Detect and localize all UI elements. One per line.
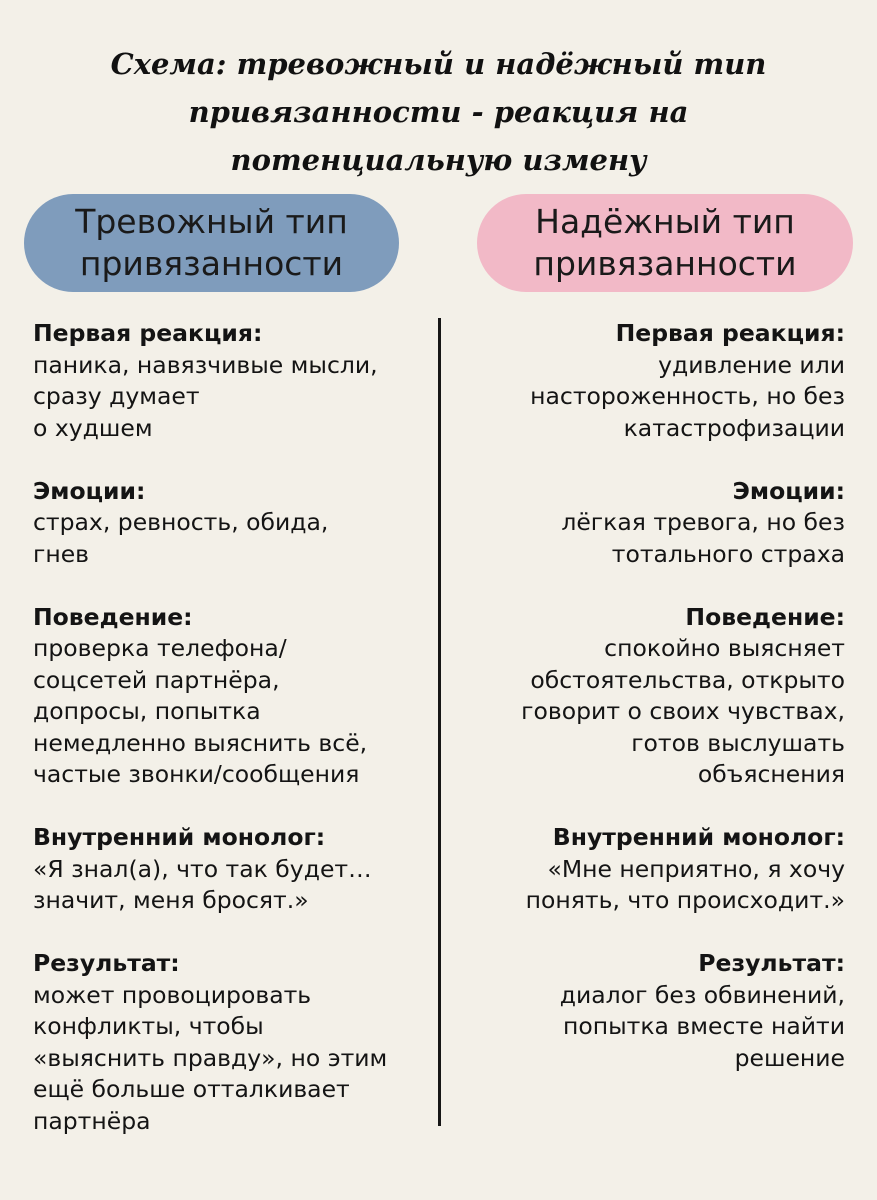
- section-heading: Первая реакция:: [615, 319, 845, 347]
- section-body: диалог без обвинений, попытка вместе найти решение: [559, 980, 845, 1072]
- section-body: может провоцировать конфликты, чтобы «выяснить правду», но этим ещё больше отталкивает партнёра: [33, 980, 388, 1135]
- secure-type-header-label: Надёжный тип привязанности: [533, 202, 797, 283]
- anxious-first-reaction: [33, 318, 428, 444]
- page-title: Схема: тревожный и надёжный тип привязанности - реакция на потенциальную измену: [110, 47, 767, 177]
- section-body: «Мне неприятно, я хочу понять, что происходит.»: [525, 854, 845, 914]
- section-heading: Результат:: [33, 949, 180, 977]
- section-heading: Эмоции:: [33, 476, 146, 505]
- section-heading: Поведение:: [33, 602, 193, 631]
- secure-inner-monologue: [448, 822, 845, 917]
- section-body: удивление или настороженность, но без катастрофизации: [530, 350, 845, 442]
- section-body: спокойно выясняет обстоятельства, открыто говорит о своих чувствах, готов выслушать объяснения: [521, 634, 845, 788]
- secure-behavior: [448, 602, 845, 791]
- section-body: «Я знал(а), что так будет… значит, меня бросят.»: [33, 854, 372, 914]
- anxious-emotions: [33, 476, 428, 571]
- section-heading: Результат:: [698, 949, 845, 977]
- section-body: страх, ревность, обида, гнев: [33, 508, 329, 568]
- anxious-type-header-label: Тревожный тип привязанности: [75, 202, 348, 283]
- anxious-type-header: [24, 194, 399, 292]
- section-heading: Внутренний монолог:: [552, 823, 845, 851]
- section-body: лёгкая тревога, но без тотального страха: [561, 508, 845, 568]
- section-body: паника, навязчивые мысли, сразу думает о худшем: [33, 350, 378, 442]
- anxious-result: [33, 948, 428, 1137]
- secure-type-column: [448, 318, 845, 1106]
- anxious-type-column: [33, 318, 428, 1169]
- secure-first-reaction: [448, 318, 845, 444]
- section-body: проверка телефона/ соцсетей партнёра, допросы, попытка немедленно выяснить всё, частые звонки/сообщения: [33, 634, 368, 788]
- section-heading: Поведение:: [685, 602, 845, 631]
- section-heading: Первая реакция:: [33, 319, 263, 347]
- anxious-inner-monologue: [33, 822, 428, 917]
- anxious-behavior: [33, 602, 428, 791]
- secure-type-header: [477, 194, 853, 292]
- section-heading: Эмоции:: [732, 476, 845, 505]
- secure-emotions: [448, 476, 845, 571]
- section-heading: Внутренний монолог:: [33, 823, 326, 851]
- column-divider: [438, 318, 441, 1126]
- secure-result: [448, 948, 845, 1074]
